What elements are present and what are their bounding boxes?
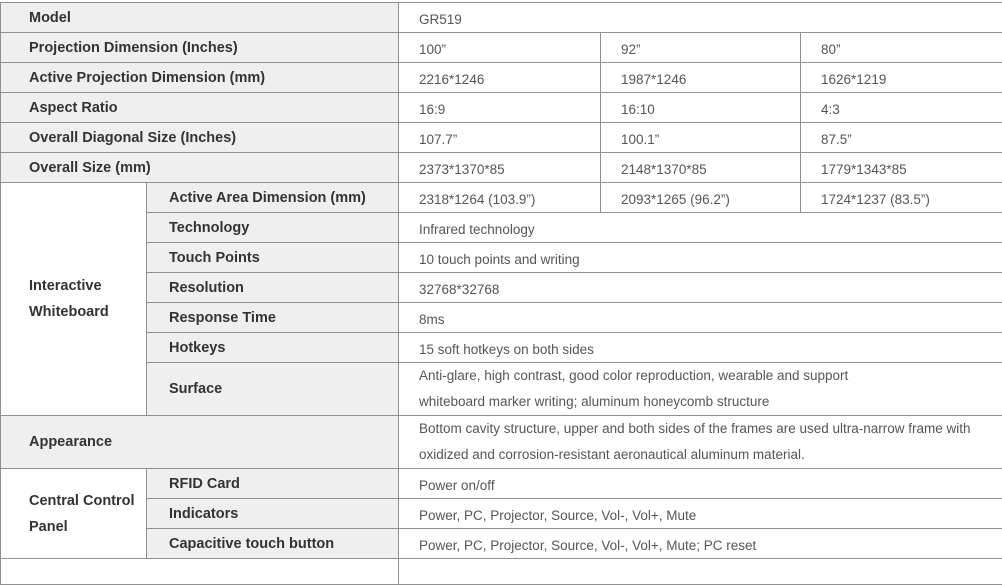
aspect-ratio-label: Aspect Ratio	[1, 93, 399, 123]
technology-label: Technology	[147, 213, 399, 243]
active-projection-dimension-value-1: 2216*1246	[399, 63, 601, 93]
active-area-value-2: 2093*1265 (96.2”)	[601, 183, 801, 213]
table-row-technology	[1, 213, 1002, 243]
active-area-value-1: 2318*1264 (103.9”)	[399, 183, 601, 213]
indicators-value: Power, PC, Projector, Source, Vol-, Vol+, Mute	[399, 499, 1002, 529]
surface-value: Anti-glare, high contrast, good color reproduction, wearable and support whiteboard marker writing; aluminum honeycomb structure	[399, 363, 1002, 416]
table-row-cut-off	[1, 559, 1002, 585]
active-projection-dimension-value-2: 1987*1246	[601, 63, 801, 93]
surface-label: Surface	[147, 363, 399, 416]
overall-diagonal-value-2: 100.1”	[601, 123, 801, 153]
overall-size-value-3: 1779*1343*85	[801, 153, 1002, 183]
table-row-capacitive-touch	[1, 529, 1002, 559]
interactive-whiteboard-group-label: Interactive Whiteboard	[1, 183, 147, 416]
touch-points-value: 10 touch points and writing	[399, 243, 1002, 273]
projection-dimension-value-1: 100”	[399, 33, 601, 63]
projection-dimension-value-2: 92”	[601, 33, 801, 63]
overall-diagonal-value-1: 107.7”	[399, 123, 601, 153]
touch-points-label: Touch Points	[147, 243, 399, 273]
table-row-aspect-ratio	[1, 93, 1002, 123]
table-row-indicators	[1, 499, 1002, 529]
overall-size-value-1: 2373*1370*85	[399, 153, 601, 183]
overall-size-label: Overall Size (mm)	[1, 153, 399, 183]
central-control-panel-group-label: Central Control Panel	[1, 469, 147, 559]
appearance-value: Bottom cavity structure, upper and both sides of the frames are used ultra-narrow frame with oxidized and corrosion-resistant aeronautical aluminum material.	[399, 416, 1002, 469]
hotkeys-value: 15 soft hotkeys on both sides	[399, 333, 1002, 363]
overall-diagonal-value-3: 87.5”	[801, 123, 1002, 153]
projection-dimension-label: Projection Dimension (Inches)	[1, 33, 399, 63]
active-projection-dimension-value-3: 1626*1219	[801, 63, 1002, 93]
model-value: GR519	[399, 3, 1002, 33]
technology-value: Infrared technology	[399, 213, 1002, 243]
table-row-resolution	[1, 273, 1002, 303]
table-row-rfid-card	[1, 469, 1002, 499]
table-row-response-time	[1, 303, 1002, 333]
active-area-value-3: 1724*1237 (83.5”)	[801, 183, 1002, 213]
aspect-ratio-value-3: 4:3	[801, 93, 1002, 123]
aspect-ratio-value-2: 16:10	[601, 93, 801, 123]
active-area-label: Active Area Dimension (mm)	[147, 183, 399, 213]
indicators-label: Indicators	[147, 499, 399, 529]
spec-table	[0, 2, 1002, 585]
active-projection-dimension-label: Active Projection Dimension (mm)	[1, 63, 399, 93]
projection-dimension-value-3: 80”	[801, 33, 1002, 63]
overall-size-value-2: 2148*1370*85	[601, 153, 801, 183]
rfid-card-label: RFID Card	[147, 469, 399, 499]
appearance-label: Appearance	[1, 416, 399, 469]
response-time-label: Response Time	[147, 303, 399, 333]
table-row-projection-dimension	[1, 33, 1002, 63]
capacitive-touch-value: Power, PC, Projector, Source, Vol-, Vol+, Mute; PC reset	[399, 529, 1002, 559]
model-label: Model	[1, 3, 399, 33]
table-row-touch-points	[1, 243, 1002, 273]
table-row-model	[1, 3, 1002, 33]
aspect-ratio-value-1: 16:9	[399, 93, 601, 123]
response-time-value: 8ms	[399, 303, 1002, 333]
hotkeys-label: Hotkeys	[147, 333, 399, 363]
rfid-card-value: Power on/off	[399, 469, 1002, 499]
capacitive-touch-label: Capacitive touch button	[147, 529, 399, 559]
table-row-hotkeys	[1, 333, 1002, 363]
cut-off-cell-left	[1, 559, 399, 585]
table-row-overall-size	[1, 153, 1002, 183]
table-row-active-projection-dimension	[1, 63, 1002, 93]
cut-off-cell-right	[399, 559, 1002, 585]
resolution-value: 32768*32768	[399, 273, 1002, 303]
resolution-label: Resolution	[147, 273, 399, 303]
overall-diagonal-label: Overall Diagonal Size (Inches)	[1, 123, 399, 153]
table-row-overall-diagonal	[1, 123, 1002, 153]
table-row-active-area	[1, 183, 1002, 213]
